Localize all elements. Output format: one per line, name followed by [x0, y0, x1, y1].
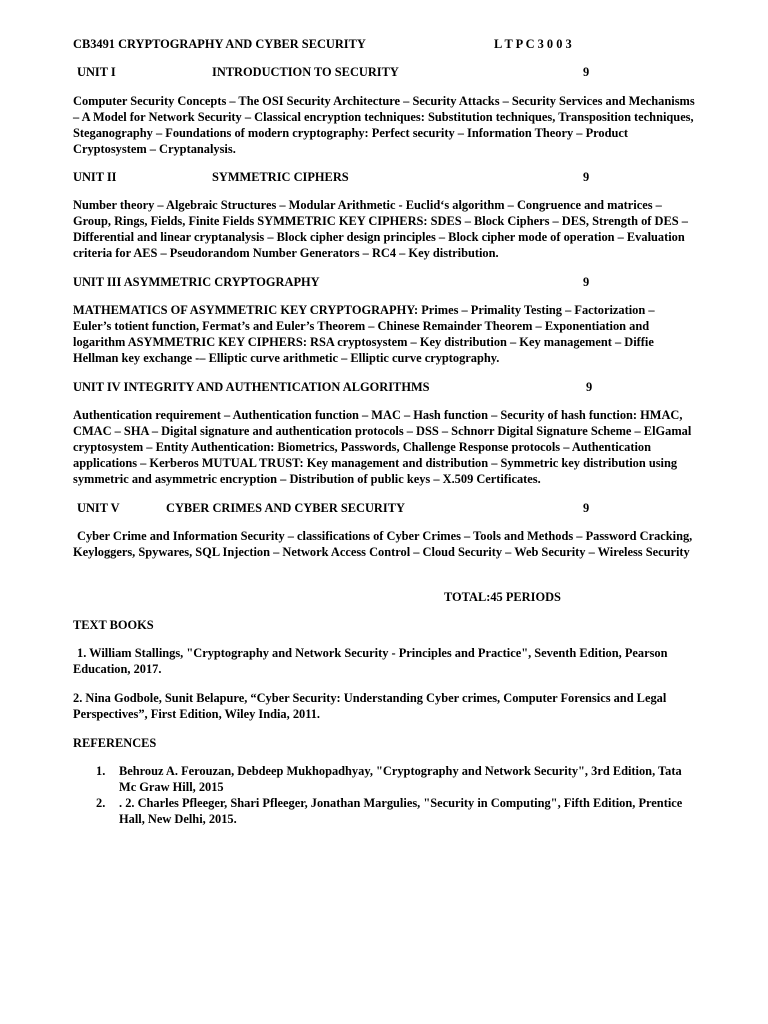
reference-item: . 2. Charles Pfleeger, Shari Pfleeger, Jonathan Margulies, "Security in Computing", Fifth Edition, Prentice Hall, New Delhi, 2015.	[119, 796, 683, 826]
unit-1-content: Computer Security Concepts – The OSI Security Architecture – Security Attacks – Security Services and Mechanisms – A Model for Network Security – Classical encryption techniques: Substitution techniques, Transposition techniques, Steganography – Foundations of modern cryptography: Perfect security – Information Theory – Product Cryptosystem – Cryptanalysis.	[73, 94, 695, 156]
course-title: CB3491 CRYPTOGRAPHY AND CYBER SECURITY	[73, 37, 366, 51]
unit-5-content: Cyber Crime and Information Security – classifications of Cyber Crimes – Tools and Methods – Password Cracking, Keyloggers, Spywares, SQL Injection – Network Access Control – Cloud Security – Web Security – Wireless Security	[73, 529, 693, 559]
unit-1-hours: 9	[583, 65, 590, 79]
unit-5-hours: 9	[583, 501, 590, 515]
unit-1-title: INTRODUCTION TO SECURITY	[212, 65, 399, 79]
unit-4-heading: UNIT IV INTEGRITY AND AUTHENTICATION ALGORITHMS	[73, 380, 430, 394]
unit-3-content: MATHEMATICS OF ASYMMETRIC KEY CRYPTOGRAPHY: Primes – Primality Testing – Factorization – Euler’s totient function, Fermat’s and Euler’s Theorem – Chinese Remainder Theorem – Exponentiation and logarithm ASYMMETRIC KEY CIPHERS: RSA cryptosystem – Key distribution – Key management – Diffie Hellman key exchange -– Elliptic curve arithmetic – Elliptic curve cryptography.	[73, 303, 655, 365]
unit-3-hours: 9	[583, 275, 590, 289]
unit-5-label: UNIT V	[77, 501, 120, 515]
reference-number: 1.	[96, 764, 106, 778]
reference-item: Behrouz A. Ferouzan, Debdeep Mukhopadhyay, "Cryptography and Network Security", 3rd Edition, Tata Mc Graw Hill, 2015	[119, 764, 682, 794]
unit-4-content: Authentication requirement – Authentication function – MAC – Hash function – Security of hash function: HMAC, CMAC – SHA – Digital signature and authentication protocols – DSS – Schnorr Digital Signature Scheme – ElGamal cryptosystem – Entity Authentication: Biometrics, Passwords, Challenge Response protocols – Authentication applications – Kerberos MUTUAL TRUST: Key management and distribution – Symmetric key distribution using symmetric and asymmetric encryption – Distribution of public keys – X.509 Certificates.	[73, 408, 692, 486]
unit-3-heading: UNIT III ASYMMETRIC CRYPTOGRAPHY	[73, 275, 320, 289]
unit-2-hours: 9	[583, 170, 590, 184]
unit-1-label: UNIT I	[77, 65, 116, 79]
textbooks-heading: TEXT BOOKS	[73, 618, 154, 632]
ltpc-credits: L T P C 3 0 0 3	[494, 37, 572, 51]
reference-number: 2.	[96, 796, 106, 810]
unit-4-hours: 9	[586, 380, 593, 394]
unit-2-label: UNIT II	[73, 170, 117, 184]
textbook-item: 2. Nina Godbole, Sunit Belapure, “Cyber Security: Understanding Cyber crimes, Computer Forensics and Legal Perspectives”, First Edition, Wiley India, 2011.	[73, 691, 667, 721]
unit-2-content: Number theory – Algebraic Structures – Modular Arithmetic - Euclid‘s algorithm – Congruence and matrices – Group, Rings, Fields, Finite Fields SYMMETRIC KEY CIPHERS: SDES – Block Ciphers – DES, Strength of DES – Differential and linear cryptanalysis – Block cipher design principles – Block cipher mode of operation – Evaluation criteria for AES – Pseudorandom Number Generators – RC4 – Key distribution.	[73, 198, 688, 260]
unit-5-title: CYBER CRIMES AND CYBER SECURITY	[166, 501, 405, 515]
unit-2-title: SYMMETRIC CIPHERS	[212, 170, 349, 184]
textbook-item: 1. William Stallings, "Cryptography and Network Security - Principles and Practice", Seventh Edition, Pearson Education, 2017.	[73, 646, 668, 676]
references-heading: REFERENCES	[73, 736, 157, 750]
total-periods: TOTAL:45 PERIODS	[444, 590, 561, 604]
